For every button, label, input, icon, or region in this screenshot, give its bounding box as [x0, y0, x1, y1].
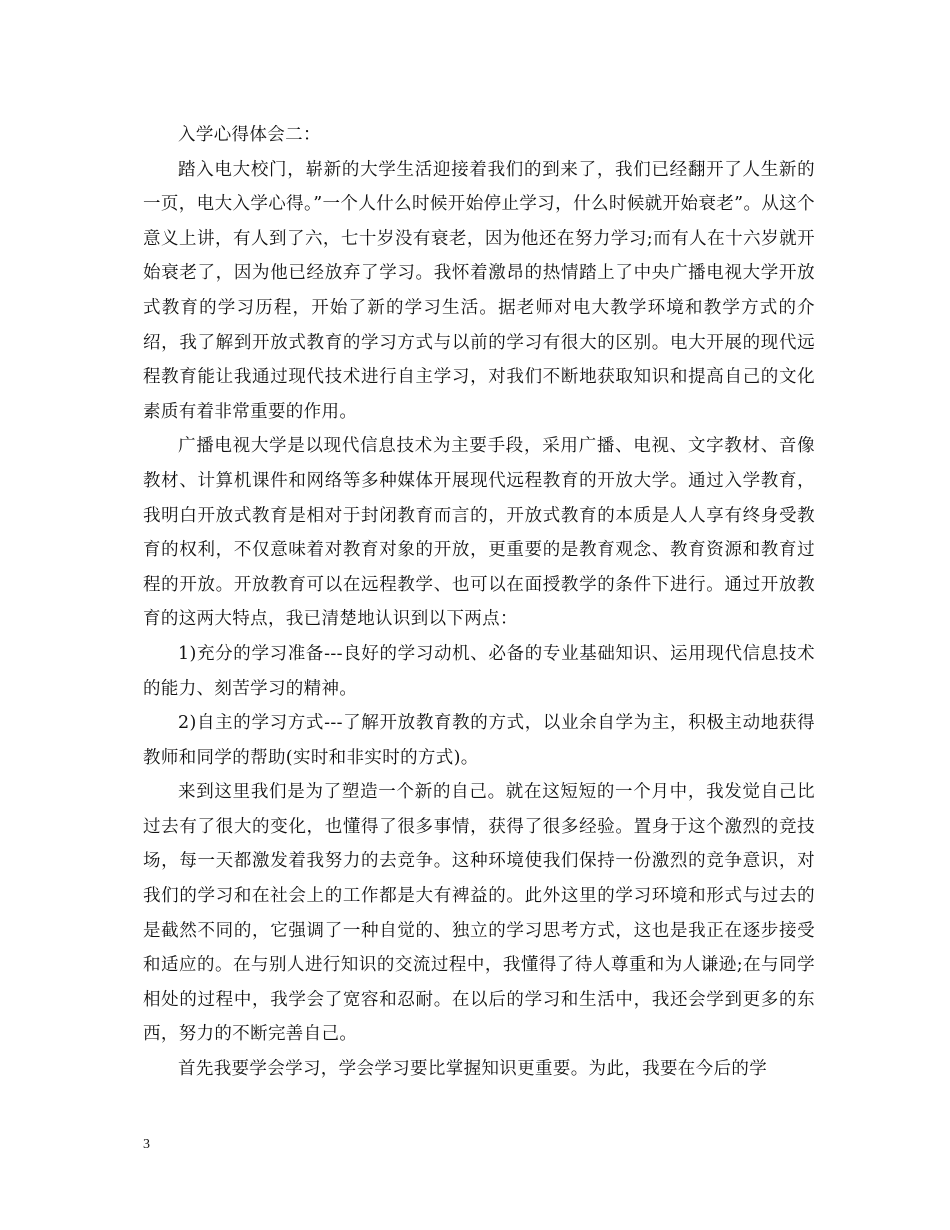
paragraph: 广播电视大学是以现代信息技术为主要手段，采用广播、电视、文字教材、音像教材、计算机课件和网络等多种媒体开展现代远程教育的开放大学。通过入学教育，我明白开放式教育是相对于封闭教育而言的，开放式教育的本质是人人享有终身受教育的权利，不仅意味着对教育对象的开放，更重要的是教育观念、教育资源和教育过程的开放。开放教育可以在远程教学、也可以在面授教学的条件下进行。通过开放教育的这两大特点，我已清楚地认识到以下两点：: [143, 436, 815, 630]
section-heading: 入学心得体会二：: [178, 125, 321, 145]
paragraph: 来到这里我们是为了塑造一个新的自己。就在这短短的一个月中，我发觉自己比过去有了很大的变化，也懂得了很多事情，获得了很多经验。置身于这个激烈的竞技场，每一天都激发着我努力的去竞争。这种环境使我们保持一份激烈的竞争意识，对我们的学习和在社会上的工作都是大有裨益的。此外这里的学习环境和形式与过去的是截然不同的，它强调了一种自觉的、独立的学习思考方式，这也是我正在逐步接受和适应的。在与别人进行知识的交流过程中，我懂得了待人尊重和为人谦逊;在与同学相处的过程中，我学会了宽容和忍耐。在以后的学习和生活中，我还会学到更多的东西，努力的不断完善自己。: [143, 782, 815, 1045]
list-item: 1)充分的学习准备---良好的学习动机、必备的专业基础知识、运用现代信息技术的能力、刻苦学习的精神。: [143, 643, 815, 699]
page-number: 3: [143, 1137, 150, 1152]
paragraph: 踏入电大校门，崭新的大学生活迎接着我们的到来了，我们已经翻开了人生新的一页，电大入学心得。”一个人什么时候开始停止学习，什么时候就开始衰老”。从这个意义上讲，有人到了六，七十岁没有衰老，因为他还在努力学习;而有人在十六岁就开始衰老了，因为他已经放弃了学习。我怀着激昂的热情踏上了中央广播电视大学开放式教育的学习历程，开始了新的学习生活。据老师对电大教学环境和教学方式的介绍，我了解到开放式教育的学习方式与以前的学习有很大的区别。电大开展的现代远程教育能让我通过现代技术进行自主学习，对我们不断地获取知识和提高自己的文化素质有着非常重要的作用。: [143, 159, 815, 422]
paragraph: 首先我要学会学习，学会学习要比掌握知识更重要。为此，我要在今后的学: [178, 1059, 768, 1080]
document-body: [143, 118, 815, 1087]
list-item: 2)自主的学习方式---了解开放教育教的方式，以业余自学为主，积极主动地获得教师和同学的帮助(实时和非实时的方式)。: [143, 713, 815, 768]
